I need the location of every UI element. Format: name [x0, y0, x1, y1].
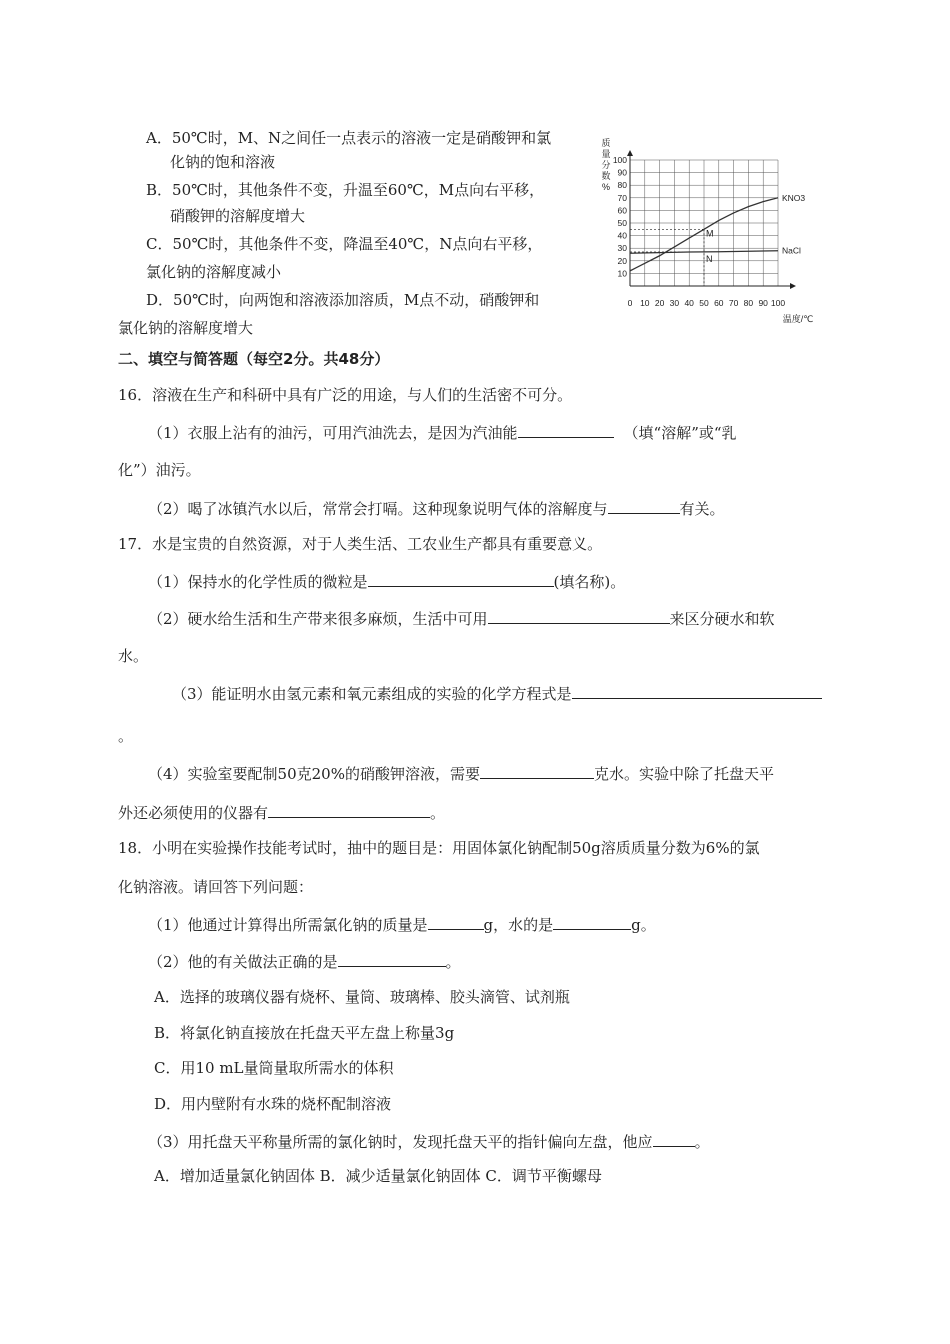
- q16-stem: 16．溶液在生产和科研中具有广泛的用途，与人们的生活密不可分。: [118, 386, 573, 404]
- q16-part2-blank[interactable]: [608, 498, 680, 514]
- q18-part2-end: 。: [445, 953, 461, 971]
- q15-option-a-cont: 化钠的饱和溶液: [170, 153, 276, 171]
- q17-part2: [148, 608, 775, 629]
- y-axis-arrow: [627, 150, 633, 156]
- q17-part3: [172, 683, 822, 704]
- x-tick-label: 50: [699, 298, 709, 308]
- q16-part1-blank[interactable]: [518, 422, 614, 438]
- y-axis-label-char: %: [601, 182, 611, 192]
- q17-part2-tail: 来区分硬水和软: [669, 610, 775, 628]
- q17-stem: 17．水是宝贵的自然资源，对于人类生活、工农业生产都具有重要意义。: [118, 535, 603, 553]
- chart-axes: [627, 150, 796, 289]
- q17-part4-cont-text: 外还必须使用的仪器有: [118, 804, 269, 822]
- q17-part2-cont: 水。: [118, 647, 149, 665]
- x-tick-label: 20: [654, 298, 665, 308]
- q18-part2-text: （2）他的有关做法正确的是: [148, 953, 338, 971]
- q17-part4-cont: [118, 802, 445, 823]
- solubility-chart: [596, 128, 816, 328]
- point-label-m: M: [706, 228, 714, 239]
- y-tick-label: 10: [617, 268, 627, 279]
- q17-part4-cont-end: 。: [430, 804, 446, 822]
- q16-part2-end: 有关。: [679, 500, 725, 518]
- section-title: 二、填空与简答题（每空2分。共48分）: [118, 350, 390, 368]
- x-tick-label: 80: [743, 298, 754, 308]
- q18-part3: [148, 1131, 710, 1152]
- point-label-n: N: [706, 253, 713, 264]
- q18-part1-mid: g，水的是: [483, 916, 554, 934]
- q17-part4: [148, 763, 774, 784]
- q17-part3-cont: 。: [118, 727, 134, 745]
- chart-grid: [630, 160, 778, 286]
- q18-part1-blank-water[interactable]: [553, 914, 631, 930]
- q18-part3-end: 。: [694, 1133, 710, 1151]
- q16-part1: [148, 422, 737, 443]
- q15-option-d: D．50℃时，向两饱和溶液添加溶质，M点不动，硝酸钾和: [146, 291, 540, 309]
- q18-option-d: D．用内壁附有水珠的烧杯配制溶液: [154, 1095, 392, 1113]
- q15-option-a: A．50℃时，M、N之间任一点表示的溶液一定是硝酸钾和氯: [146, 129, 552, 147]
- y-tick-label: 30: [617, 243, 627, 254]
- y-axis-label-char: 质: [601, 138, 611, 148]
- q18-option-b: B．将氯化钠直接放在托盘天平左盘上称量3g: [154, 1024, 455, 1042]
- nacl-label: NaCl: [782, 245, 801, 256]
- q18-part1: [148, 914, 656, 935]
- q16-part2-text: （2）喝了冰镇汽水以后，常常会打嗝。这种现象说明气体的溶解度与: [148, 500, 608, 518]
- chart-labels: [601, 137, 813, 324]
- x-axis-arrow: [790, 283, 796, 289]
- q18-part1-text: （1）他通过计算得出所需氯化钠的质量是: [148, 916, 428, 934]
- x-tick-label: 60: [714, 298, 724, 308]
- q18-option-a: A．选择的玻璃仪器有烧杯、量筒、玻璃棒、胶头滴管、试剂瓶: [154, 988, 570, 1006]
- x-tick-label: 0: [627, 298, 633, 308]
- y-tick-label: 40: [617, 230, 627, 241]
- y-tick-label: 20: [617, 255, 627, 266]
- q15-option-b: B．50℃时，其他条件不变，升温至60℃，M点向右平移，: [146, 181, 545, 199]
- q15-option-b-cont: 硝酸钾的溶解度增大: [170, 207, 306, 225]
- y-tick-label: 70: [617, 192, 627, 203]
- q16-part2: [148, 498, 725, 519]
- q17-part3-text: （3）能证明水由氢元素和氧元素组成的实验的化学方程式是: [172, 685, 572, 703]
- y-tick-label: 80: [617, 180, 627, 191]
- q18-option-c: C．用10 mL量筒量取所需水的体积: [154, 1059, 394, 1077]
- q17-part2-blank[interactable]: [488, 608, 670, 624]
- y-axis-label-char: 分: [601, 160, 611, 170]
- q15-option-c-cont: 氯化钠的溶解度减小: [146, 263, 282, 281]
- x-axis-label: 温度/℃: [782, 314, 814, 324]
- q18-stem-line1: 18．小明在实验操作技能考试时，抽中的题目是：用固体氯化钠配制50g溶质质量分数为6%的氯: [118, 839, 760, 857]
- q17-part4-text: （4）实验室要配制50克20%的硝酸钾溶液，需要: [148, 765, 480, 783]
- q17-part2-text: （2）硬水给生活和生产带来很多麻烦，生活中可用: [148, 610, 488, 628]
- y-tick-label: 60: [617, 205, 627, 216]
- x-tick-label: 70: [728, 298, 739, 308]
- x-tick-label: 40: [684, 298, 694, 308]
- q17-part4-blank[interactable]: [480, 763, 594, 779]
- q18-part3-blank[interactable]: [653, 1131, 695, 1147]
- q17-part1-hint: (填名称)。: [553, 573, 626, 591]
- x-tick-label: 10: [640, 298, 650, 308]
- q17-part1: [148, 571, 625, 592]
- q18-stem-line2: 化钠溶液。请回答下列问题：: [118, 878, 314, 896]
- q17-part4-tail: 克水。实验中除了托盘天平: [593, 765, 774, 783]
- q18-part3-text: （3）用托盘天平称量所需的氯化钠时，发现托盘天平的指针偏向左盘，他应: [148, 1133, 653, 1151]
- y-tick-label: 100: [612, 155, 627, 165]
- q18-part1-end: g。: [631, 916, 656, 934]
- q16-part1-hint: （填“溶解”或“乳: [623, 424, 737, 442]
- q17-part1-text: （1）保持水的化学性质的微粒是: [148, 573, 368, 591]
- q18-part1-blank-salt[interactable]: [428, 914, 484, 930]
- q17-part3-blank[interactable]: [572, 683, 822, 699]
- q18-part2-blank[interactable]: [338, 951, 446, 967]
- q16-part1-text: （1）衣服上沾有的油污，可用汽油洗去，是因为汽油能: [148, 424, 518, 442]
- x-tick-label: 30: [669, 298, 680, 308]
- kno3-label: KNO3: [782, 192, 806, 203]
- q17-part4-cont-blank[interactable]: [268, 802, 430, 818]
- x-tick-label: 100: [770, 298, 786, 308]
- y-axis-label-char: 数: [601, 171, 611, 181]
- q15-option-c: C．50℃时，其他条件不变，降温至40℃，N点向右平移，: [146, 235, 543, 253]
- y-tick-label: 50: [617, 218, 627, 228]
- y-axis-label-char: 量: [601, 149, 611, 159]
- q18-part3-options: A．增加适量氯化钠固体 B．减少适量氯化钠固体 C．调节平衡螺母: [154, 1167, 602, 1185]
- q18-part2: [148, 951, 461, 972]
- x-tick-label: 90: [758, 298, 768, 308]
- q17-part1-blank[interactable]: [368, 571, 554, 587]
- q16-part1-cont: 化”）油污。: [118, 461, 201, 479]
- q15-option-d-cont: 氯化钠的溶解度增大: [118, 319, 254, 337]
- y-tick-label: 90: [617, 167, 627, 178]
